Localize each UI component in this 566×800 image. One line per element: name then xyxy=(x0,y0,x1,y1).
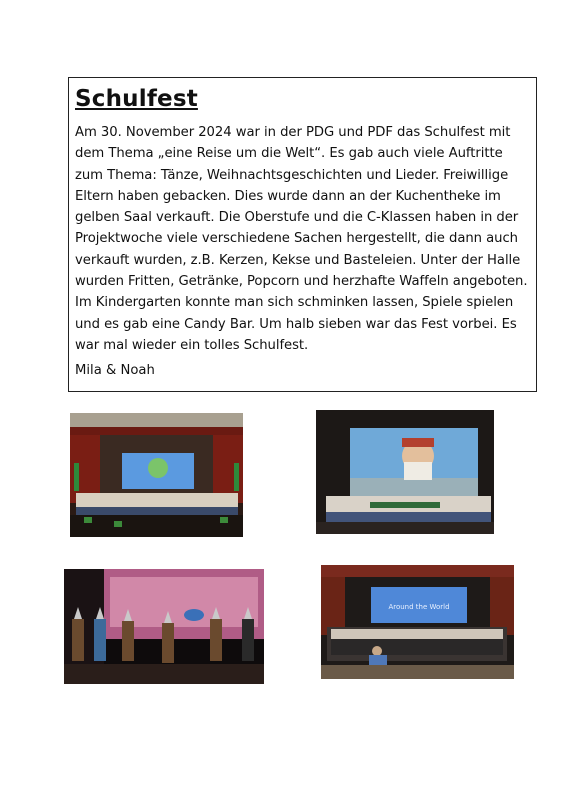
article-body: Am 30. November 2024 war in der PDG und PDF das Schulfest mit dem Thema „eine Reise um die Welt“. Es gab auch viele Auftritte zum Thema: Tänze, Weihnachtsgeschichten und Lieder. Freiwillige Eltern haben gebacken. Dies wurde dann an der Kuchentheke im gelben Saal verkauft. Die Oberstufe und die C-Klassen haben in der Projektwoche viele verschiedene Sachen hergestellt, die dann auch verkauft wurden, z.B. Kerzen, Kekse und Basteleien. Unter der Halle wurden Fritten, Getränke, Popcorn und herzhafte Waffeln angeboten. Im Kindergarten konnte man sich schminken lassen, Spiele spielen und es gab eine Candy Bar. Um halb sieben war das Fest vorbei. Es war mal wieder ein tolles Schulfest. xyxy=(75,125,528,353)
article-title: Schulfest xyxy=(75,86,198,112)
article-author: Mila & Noah xyxy=(75,363,155,379)
photo-choir-stage-image xyxy=(70,413,243,537)
photo-choir-conductor xyxy=(321,565,514,679)
screen-caption: Around the World xyxy=(388,603,450,611)
photo-hat-dancers xyxy=(64,569,264,684)
photo-hat-dancers-image xyxy=(64,569,264,684)
article-box xyxy=(68,77,537,392)
photo-screen-performance xyxy=(316,410,494,534)
photo-choir-stage xyxy=(70,413,243,537)
photo-screen-performance-image xyxy=(316,410,494,534)
photo-choir-conductor-image xyxy=(321,565,514,679)
